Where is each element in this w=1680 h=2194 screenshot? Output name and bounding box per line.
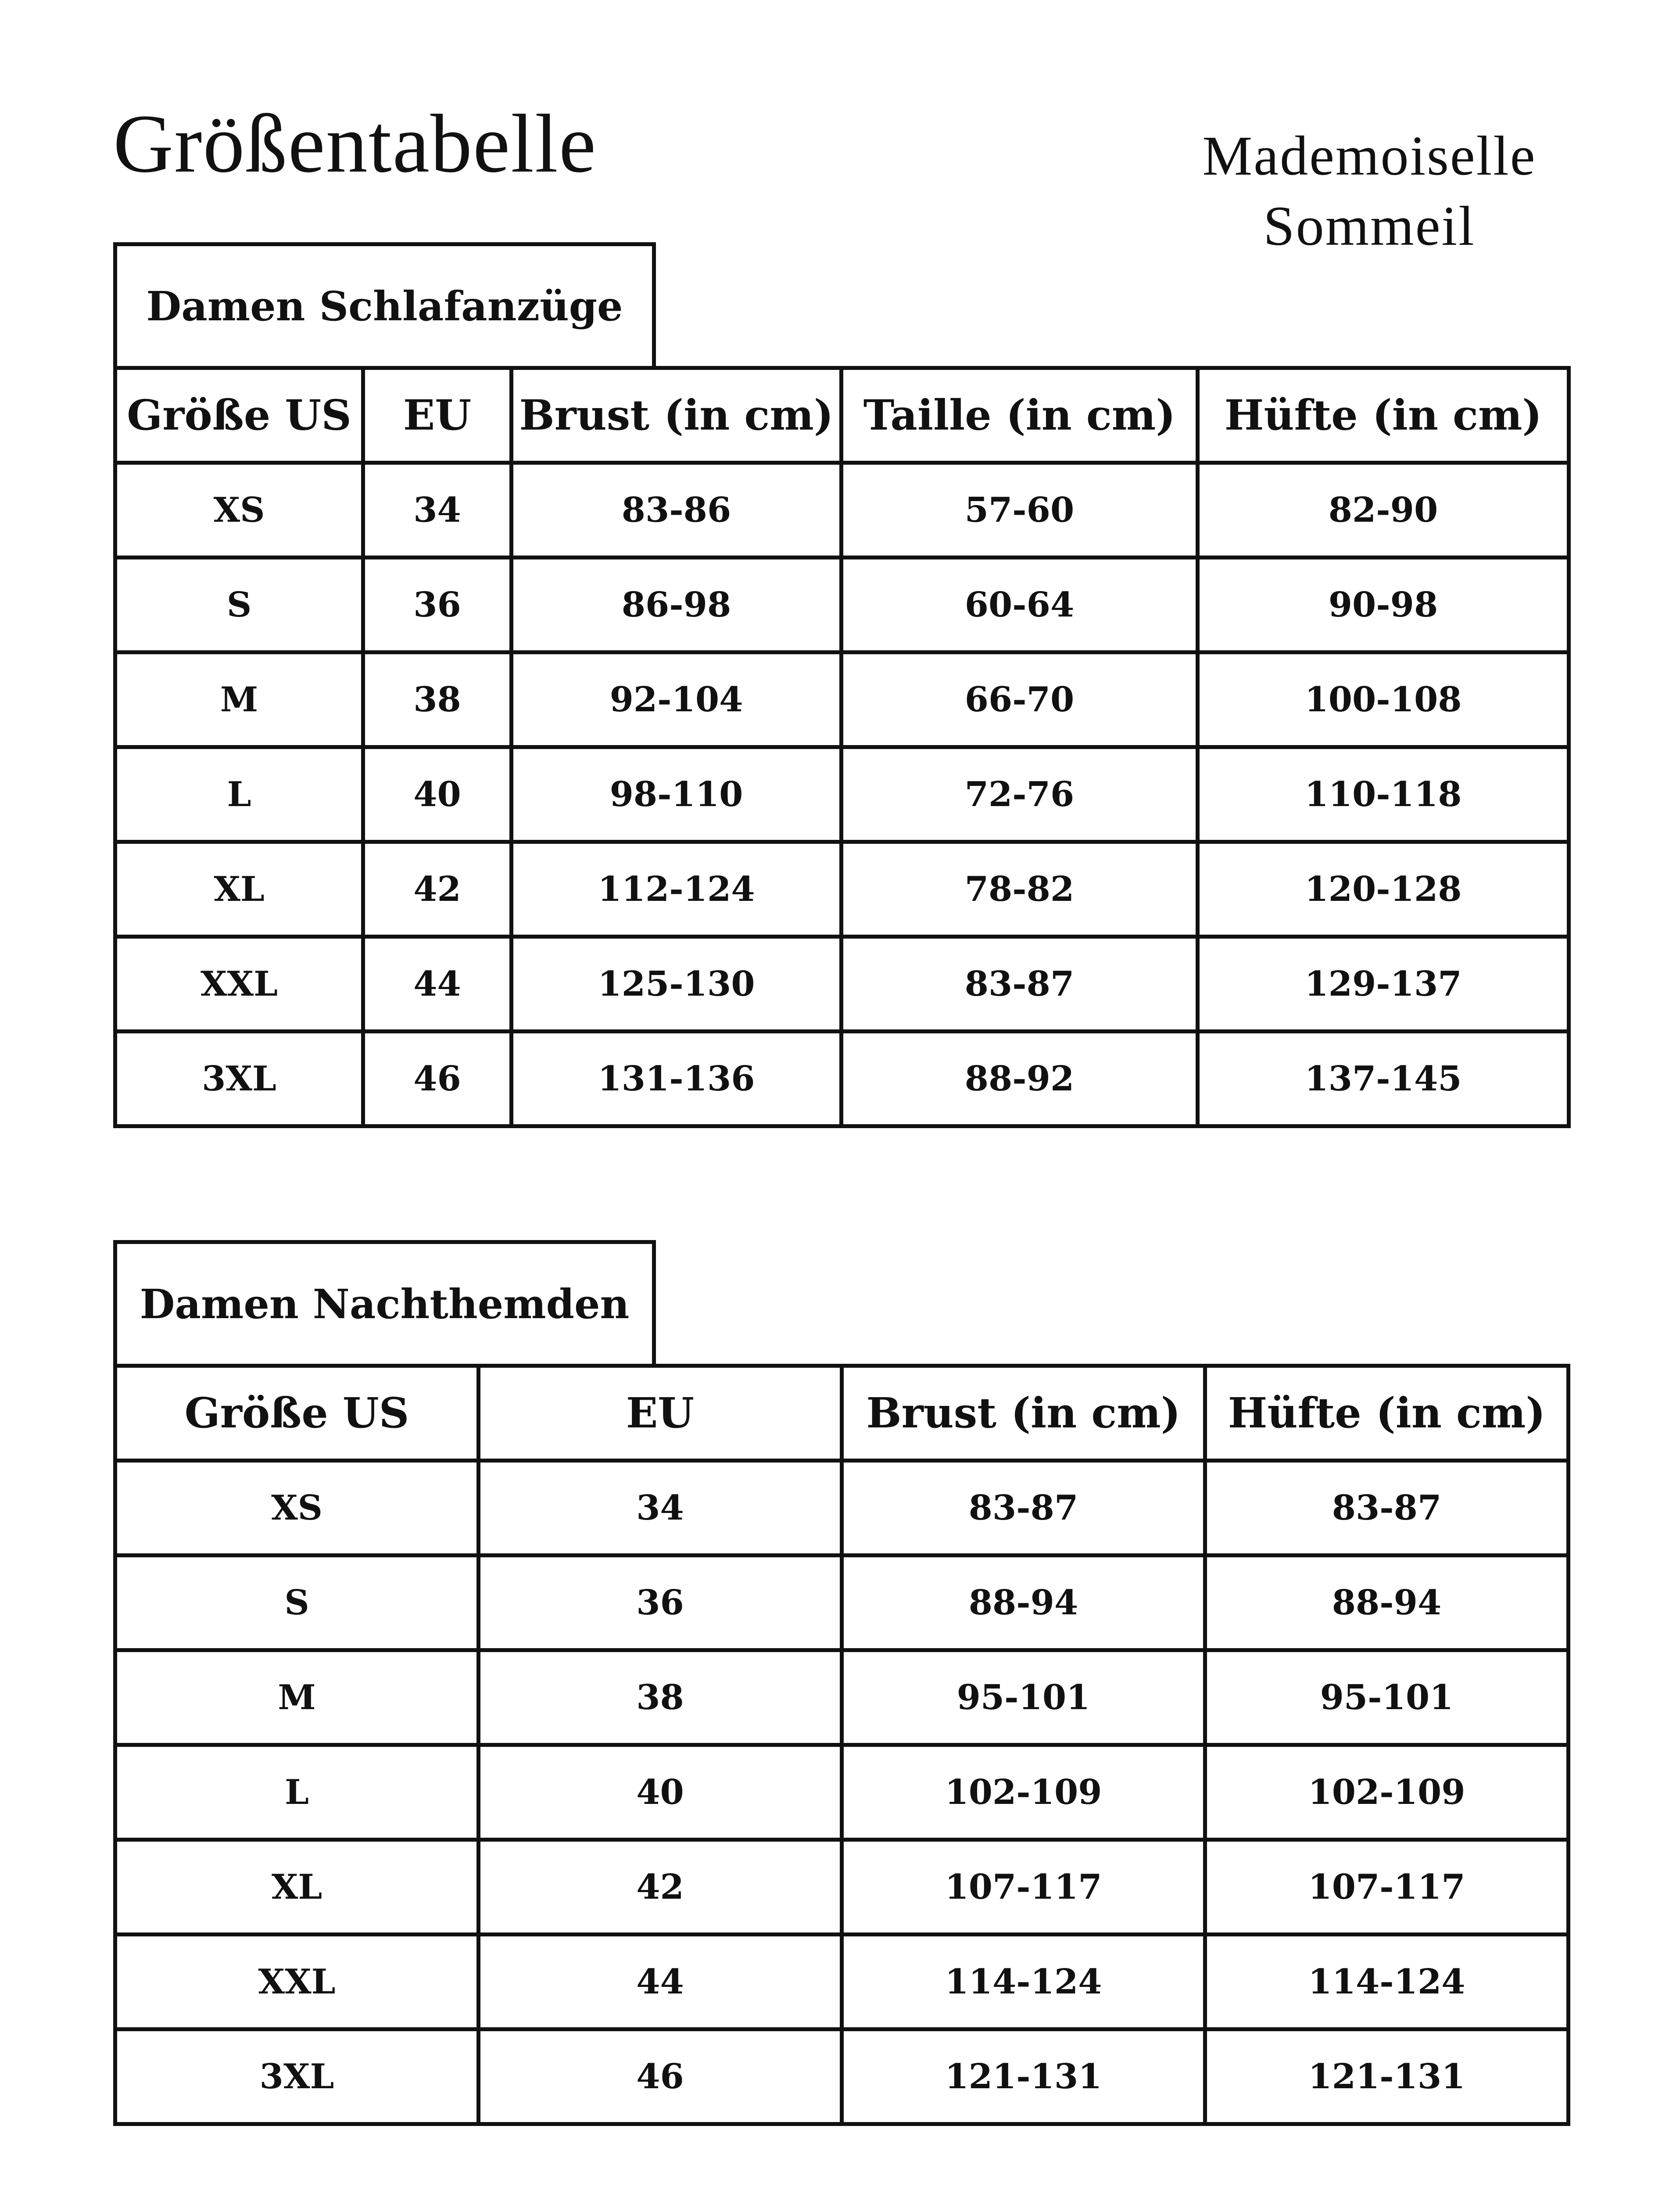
brand-name: [1172, 121, 1567, 261]
table-row: [115, 1650, 1569, 1745]
table-row: [115, 2029, 1569, 2124]
size-us-cell: XXL: [115, 937, 363, 1032]
column-header: Größe US: [115, 368, 363, 463]
size-us-cell: XL: [115, 842, 363, 937]
bust-cell: 114-124: [842, 1935, 1205, 2029]
column-header: Brust (in cm): [842, 1366, 1205, 1461]
bust-cell: 107-117: [842, 1840, 1205, 1935]
size-eu-cell: 38: [479, 1650, 842, 1745]
size-eu-cell: 34: [363, 463, 512, 558]
size-us-cell: XXL: [115, 1935, 479, 2029]
waist-cell: 72-76: [842, 747, 1198, 842]
table-row: [115, 558, 1569, 652]
size-us-cell: XL: [115, 1840, 479, 1935]
size-eu-cell: 36: [363, 558, 512, 652]
table-row: [115, 1461, 1569, 1556]
pajamas-section-title: Damen Schlafanzüge: [113, 242, 656, 366]
hip-cell: 137-145: [1198, 1032, 1569, 1126]
waist-cell: 88-92: [842, 1032, 1198, 1126]
table-row: [115, 1032, 1569, 1126]
size-us-cell: L: [115, 747, 363, 842]
hip-cell: 82-90: [1198, 463, 1569, 558]
table-row: [115, 842, 1569, 937]
table-row: [115, 1840, 1569, 1935]
bust-cell: 98-110: [512, 747, 842, 842]
column-header: EU: [479, 1366, 842, 1461]
hip-cell: 114-124: [1205, 1935, 1569, 2029]
size-eu-cell: 40: [479, 1745, 842, 1840]
size-eu-cell: 42: [479, 1840, 842, 1935]
table-row: [115, 1935, 1569, 2029]
size-us-cell: S: [115, 1556, 479, 1650]
hip-cell: 88-94: [1205, 1556, 1569, 1650]
bust-cell: 95-101: [842, 1650, 1205, 1745]
size-us-cell: S: [115, 558, 363, 652]
waist-cell: 78-82: [842, 842, 1198, 937]
hip-cell: 100-108: [1198, 652, 1569, 747]
size-eu-cell: 38: [363, 652, 512, 747]
table-row: [115, 463, 1569, 558]
size-eu-cell: 44: [479, 1935, 842, 2029]
bust-cell: 88-94: [842, 1556, 1205, 1650]
column-header: Taille (in cm): [842, 368, 1198, 463]
size-us-cell: M: [115, 652, 363, 747]
column-header: Brust (in cm): [512, 368, 842, 463]
waist-cell: 83-87: [842, 937, 1198, 1032]
size-eu-cell: 40: [363, 747, 512, 842]
hip-cell: 107-117: [1205, 1840, 1569, 1935]
pajamas-size-table: [113, 366, 1571, 1128]
size-us-cell: XS: [115, 1461, 479, 1556]
waist-cell: 60-64: [842, 558, 1198, 652]
table-header-row: [115, 368, 1569, 463]
bust-cell: 125-130: [512, 937, 842, 1032]
size-eu-cell: 46: [479, 2029, 842, 2124]
size-eu-cell: 34: [479, 1461, 842, 1556]
bust-cell: 86-98: [512, 558, 842, 652]
bust-cell: 92-104: [512, 652, 842, 747]
size-us-cell: M: [115, 1650, 479, 1745]
size-us-cell: L: [115, 1745, 479, 1840]
bust-cell: 83-86: [512, 463, 842, 558]
hip-cell: 129-137: [1198, 937, 1569, 1032]
column-header: Hüfte (in cm): [1205, 1366, 1569, 1461]
hip-cell: 90-98: [1198, 558, 1569, 652]
waist-cell: 66-70: [842, 652, 1198, 747]
size-eu-cell: 46: [363, 1032, 512, 1126]
nightgowns-section-title: Damen Nachthemden: [113, 1240, 656, 1364]
table-header-row: [115, 1366, 1569, 1461]
size-eu-cell: 44: [363, 937, 512, 1032]
bust-cell: 112-124: [512, 842, 842, 937]
table-row: [115, 1745, 1569, 1840]
brand-line-1: Mademoiselle: [1202, 125, 1537, 187]
size-us-cell: XS: [115, 463, 363, 558]
hip-cell: 121-131: [1205, 2029, 1569, 2124]
size-eu-cell: 36: [479, 1556, 842, 1650]
bust-cell: 131-136: [512, 1032, 842, 1126]
hip-cell: 102-109: [1205, 1745, 1569, 1840]
brand-line-2: Sommeil: [1263, 195, 1476, 257]
bust-cell: 83-87: [842, 1461, 1205, 1556]
table-row: [115, 1556, 1569, 1650]
nightgowns-size-table: [113, 1364, 1570, 2126]
waist-cell: 57-60: [842, 463, 1198, 558]
bust-cell: 121-131: [842, 2029, 1205, 2124]
hip-cell: 83-87: [1205, 1461, 1569, 1556]
page-title: Größentabelle: [113, 98, 597, 190]
hip-cell: 110-118: [1198, 747, 1569, 842]
bust-cell: 102-109: [842, 1745, 1205, 1840]
column-header: Größe US: [115, 1366, 479, 1461]
hip-cell: 95-101: [1205, 1650, 1569, 1745]
size-us-cell: 3XL: [115, 2029, 479, 2124]
table-row: [115, 937, 1569, 1032]
table-row: [115, 747, 1569, 842]
column-header: EU: [363, 368, 512, 463]
table-row: [115, 652, 1569, 747]
size-us-cell: 3XL: [115, 1032, 363, 1126]
column-header: Hüfte (in cm): [1198, 368, 1569, 463]
size-eu-cell: 42: [363, 842, 512, 937]
hip-cell: 120-128: [1198, 842, 1569, 937]
